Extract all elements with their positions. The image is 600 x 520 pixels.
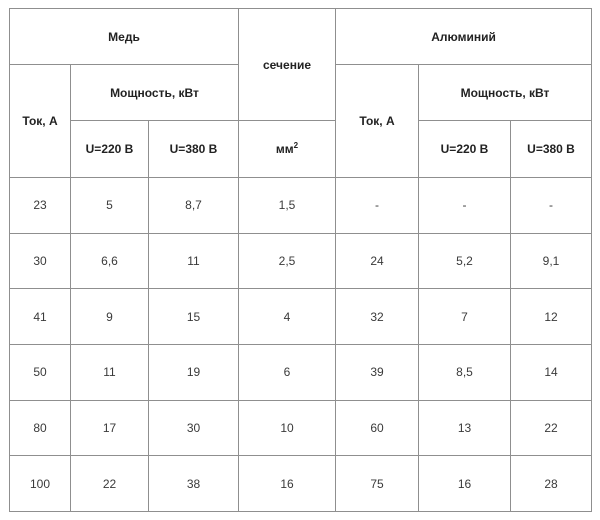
cell-copper-power-220: 5 — [71, 178, 149, 234]
header-copper: Медь — [10, 9, 239, 65]
header-section-unit — [239, 121, 336, 178]
cell-section: 1,5 — [239, 178, 336, 234]
cell-aluminium-power-380: 14 — [511, 344, 592, 400]
header-aluminium-power: Мощность, кВт — [419, 65, 592, 121]
cell-section: 16 — [239, 456, 336, 512]
cell-section: 2,5 — [239, 233, 336, 289]
cell-copper-power-220: 22 — [71, 456, 149, 512]
header-aluminium-u380: U=380 В — [511, 121, 592, 178]
header-copper-current: Ток, А — [10, 65, 71, 178]
cell-section: 10 — [239, 400, 336, 456]
cell-copper-power-380: 8,7 — [149, 178, 239, 234]
table-row — [10, 400, 592, 456]
cell-copper-power-380: 38 — [149, 456, 239, 512]
cell-aluminium-power-220: 7 — [419, 289, 511, 345]
header-section: сечение — [239, 9, 336, 121]
cell-copper-current: 41 — [10, 289, 71, 345]
cell-aluminium-current: 39 — [336, 344, 419, 400]
cell-copper-power-220: 11 — [71, 344, 149, 400]
cell-copper-power-380: 11 — [149, 233, 239, 289]
cell-aluminium-current: 24 — [336, 233, 419, 289]
cell-copper-power-220: 6,6 — [71, 233, 149, 289]
table-row — [10, 456, 592, 512]
cell-copper-power-220: 17 — [71, 400, 149, 456]
header-aluminium-u220: U=220 В — [419, 121, 511, 178]
cell-aluminium-power-380: 28 — [511, 456, 592, 512]
table-row — [10, 178, 592, 234]
header-copper-power: Мощность, кВт — [71, 65, 239, 121]
cell-section: 6 — [239, 344, 336, 400]
cell-aluminium-power-220: - — [419, 178, 511, 234]
cell-copper-current: 50 — [10, 344, 71, 400]
cable-capacity-table — [9, 8, 592, 512]
cell-aluminium-power-220: 5,2 — [419, 233, 511, 289]
cell-aluminium-power-380: 9,1 — [511, 233, 592, 289]
header-row-voltage — [10, 121, 592, 178]
table-row — [10, 344, 592, 400]
cell-copper-current: 100 — [10, 456, 71, 512]
table-row — [10, 233, 592, 289]
cell-aluminium-power-380: 12 — [511, 289, 592, 345]
cell-aluminium-power-380: - — [511, 178, 592, 234]
header-aluminium-current: Ток, А — [336, 65, 419, 178]
cell-copper-power-380: 19 — [149, 344, 239, 400]
cell-aluminium-power-380: 22 — [511, 400, 592, 456]
cell-copper-power-220: 9 — [71, 289, 149, 345]
unit-exponent: 2 — [293, 141, 299, 150]
cell-aluminium-current: 75 — [336, 456, 419, 512]
table-row — [10, 289, 592, 345]
header-row-materials — [10, 9, 592, 65]
cell-aluminium-power-220: 16 — [419, 456, 511, 512]
header-copper-u220: U=220 В — [71, 121, 149, 178]
cell-aluminium-current: 32 — [336, 289, 419, 345]
cell-aluminium-current: - — [336, 178, 419, 234]
unit-base: мм — [275, 142, 294, 156]
cell-aluminium-power-220: 13 — [419, 400, 511, 456]
cell-aluminium-current: 60 — [336, 400, 419, 456]
header-aluminium: Алюминий — [336, 9, 592, 65]
cell-section: 4 — [239, 289, 336, 345]
cell-copper-power-380: 15 — [149, 289, 239, 345]
cell-aluminium-power-220: 8,5 — [419, 344, 511, 400]
header-copper-u380: U=380 В — [149, 121, 239, 178]
cell-copper-current: 23 — [10, 178, 71, 234]
cell-copper-current: 30 — [10, 233, 71, 289]
cell-copper-current: 80 — [10, 400, 71, 456]
cell-copper-power-380: 30 — [149, 400, 239, 456]
